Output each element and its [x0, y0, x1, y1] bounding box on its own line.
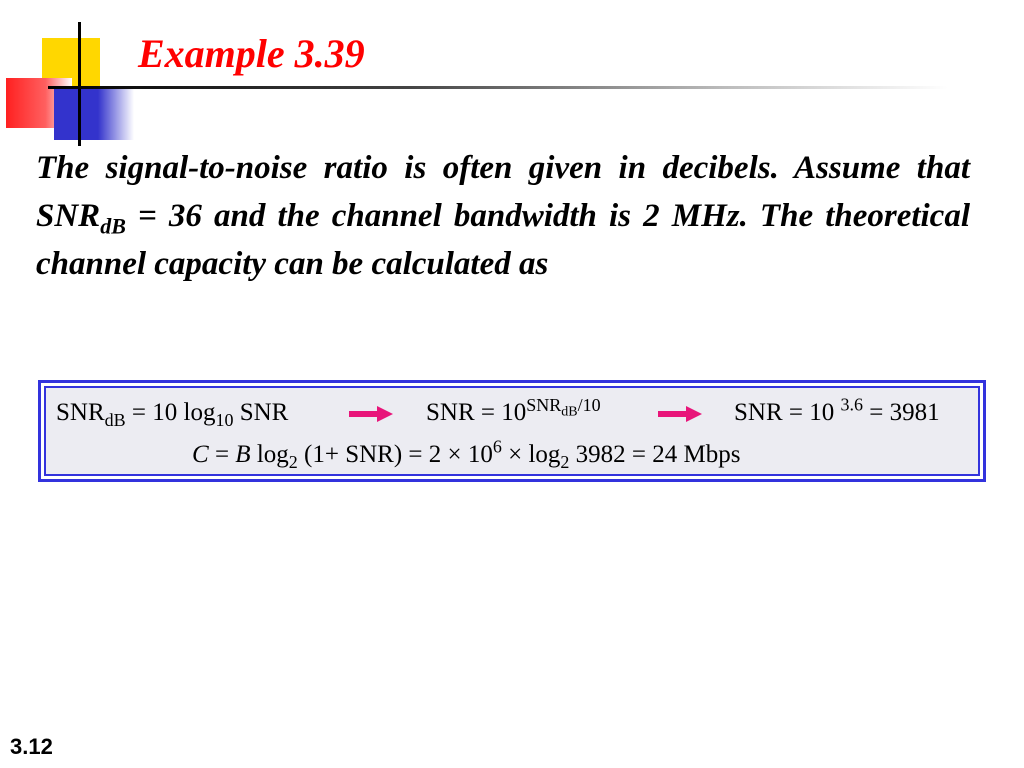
decor-vertical-line: [78, 22, 81, 146]
formula-box: [38, 380, 986, 482]
bandwidth-symbol: B: [235, 441, 251, 468]
slide-title: Example 3.39: [138, 31, 365, 76]
eq3-base: SNR = 10: [734, 399, 841, 426]
problem-text-part2: = 36 and the channel bandwidth is 2 MHz. The theoretical channel capacity can be calculated as: [36, 198, 970, 282]
eq3-end: = 3981: [862, 399, 940, 426]
equation-snr-from-db: [426, 394, 601, 428]
cap-b: log: [250, 441, 289, 468]
eq1-mid: = 10 log: [125, 399, 216, 426]
eq3-exponent: 3.6: [840, 394, 863, 415]
decor-blue-square: [54, 88, 134, 140]
problem-statement: [36, 144, 970, 288]
eq1-end: SNR: [233, 399, 289, 426]
formula-inner: [44, 386, 980, 476]
equation-snr-db-definition: [56, 398, 288, 428]
cap-c: (1+ SNR) = 2 × 10: [297, 441, 493, 468]
cap-d: × log: [501, 441, 561, 468]
eq2-sup-base: SNR: [526, 394, 562, 415]
eq1-base: SNR: [56, 399, 105, 426]
cap-a: =: [208, 441, 236, 468]
page-number: 3.12: [10, 734, 53, 759]
eq2-sup-end: /10: [577, 394, 601, 415]
eq2-sup-sub: dB: [561, 404, 578, 420]
eq1-log-base: 10: [215, 410, 234, 430]
cap-log-base-1: 2: [288, 452, 298, 472]
cap-log-base-2: 2: [560, 452, 570, 472]
eq2-exponent: [526, 394, 601, 420]
problem-text-subscript: dB: [100, 213, 126, 239]
cap-exponent: 6: [492, 436, 502, 457]
eq2-base: SNR = 10: [426, 399, 527, 426]
cap-e: 3982 = 24 Mbps: [569, 441, 741, 468]
right-arrow-icon: [658, 406, 702, 422]
equation-snr-value: [734, 394, 940, 428]
eq1-sub: dB: [104, 410, 126, 430]
problem-text-part1: The signal-to-noise ratio is often given in decibels. Assume that SNR: [36, 150, 970, 234]
capacity-symbol: C: [192, 441, 209, 468]
equation-capacity: [192, 436, 741, 472]
right-arrow-icon: [349, 406, 393, 422]
title-underline: [48, 86, 948, 89]
